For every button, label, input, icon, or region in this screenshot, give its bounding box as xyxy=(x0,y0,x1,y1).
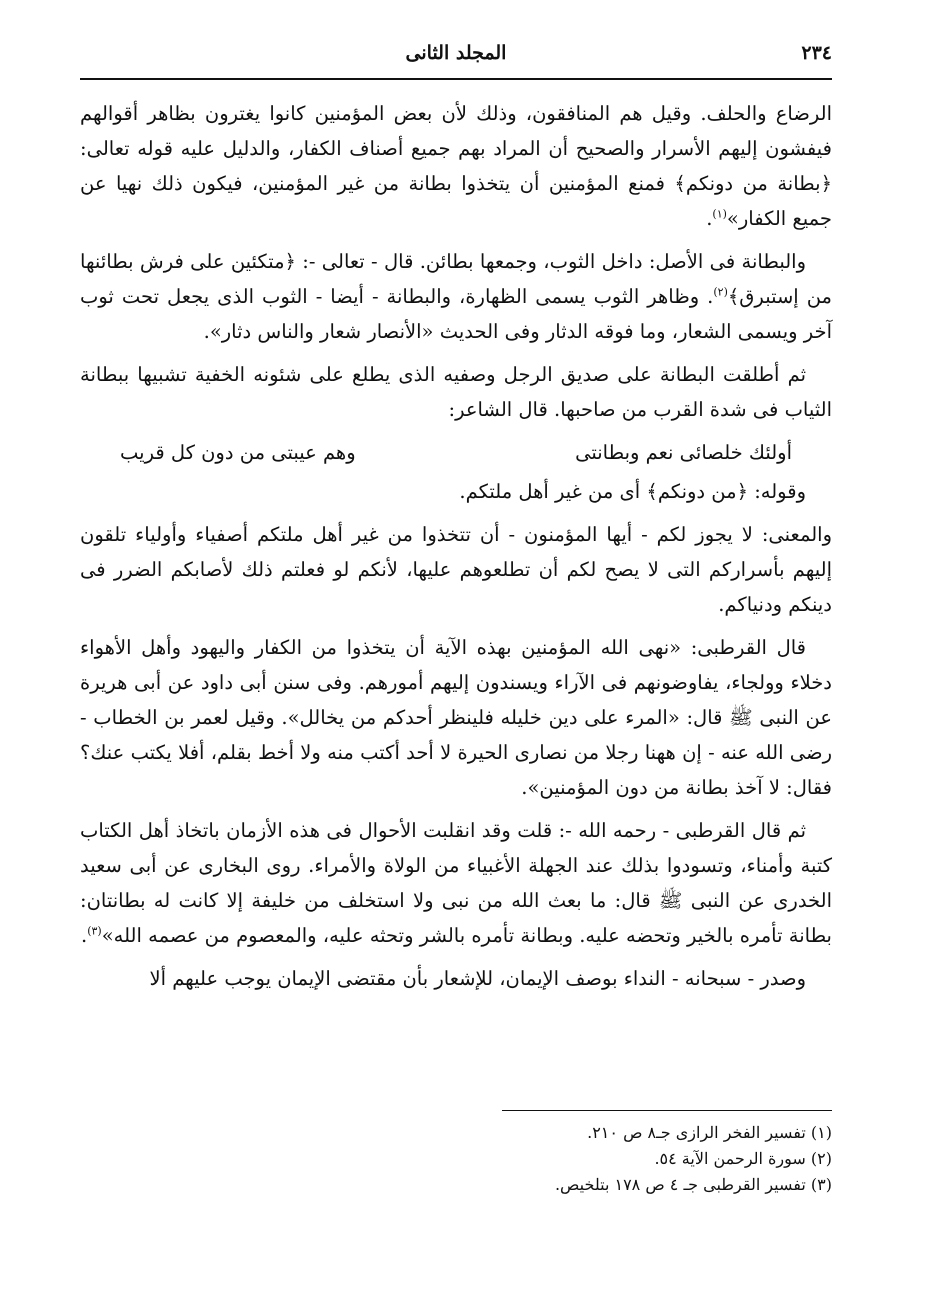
footnote-ref: (٢) xyxy=(713,285,728,299)
footnote-divider xyxy=(502,1110,832,1111)
paragraph: والمعنى: لا يجوز لكم - أيها المؤمنون - أن تتخذوا من غير أهل ملتكم أصفياء وأولياء تلقون إليهم بأسراركم التى لا يصح لكم أن تطلعوهم عليها، لأنكم لو فعلتم ذلك لأصابكم الضرر فى دينكم ودنياكم. xyxy=(80,523,832,616)
footnote: (١) تفسير الفخر الرازى جـ٨ ص ٢١٠. xyxy=(587,1123,832,1142)
footnote: (٣) تفسير القرطبى جـ ٤ ص ١٧٨ بتلخيص. xyxy=(554,1175,832,1194)
page-number: ٢٣٤ xyxy=(801,42,832,64)
footnote-ref: (٣) xyxy=(87,924,102,938)
footnotes xyxy=(132,1120,832,1198)
volume-title: المجلد الثانى xyxy=(405,42,507,64)
paragraph: الرضاع والحلف. وقيل هم المنافقون، وذلك لأن بعض المؤمنين كانوا يغترون بظاهر أقوالهم فيفشون إليهم الأسرار والصحيح أن المراد بهم جميع أصناف الكفار، والدليل عليه قوله تعالى: ﴿بطانة من دونكم﴾ فمنع المؤمنين أن يتخذوا بطانة من غير المؤمنين، فيكون ذلك نهيا عن جميع الكفار»$^{(١)}$. xyxy=(80,102,832,230)
paragraph: وصدر - سبحانه - النداء بوصف الإيمان، للإشعار بأن مقتضى الإيمان يوجب عليهم ألا xyxy=(149,967,806,990)
footnote-ref: (١) xyxy=(712,207,727,221)
paragraph: والبطانة فى الأصل: داخل الثوب، وجمعها بطائن. قال - تعالى -: ﴿متكئين على فرش بطائنها من إستبرق﴾$^{(٢)}$. وظاهر الثوب يسمى الظهارة، والبطانة - أيضا - الثوب الذى يجعل تحت ثوب آخر ويسمى الشعار، وما فوقه الدثار وفى الحديث «الأنصار شعار والناس دثار». xyxy=(80,250,832,343)
paragraph: ثم أطلقت البطانة على صديق الرجل وصفيه الذى يطلع على شئونه الخفية تشبيها ببطانة الثياب فى شدة القرب من صاحبها. قال الشاعر: xyxy=(80,363,832,421)
header-divider xyxy=(80,78,832,80)
page-header xyxy=(80,38,832,72)
paragraph: وقوله: ﴿من دونكم﴾ أى من غير أهل ملتكم. xyxy=(459,480,806,503)
body-text xyxy=(80,96,832,1004)
paragraph: ثم قال القرطبى - رحمه الله -: قلت وقد انقلبت الأحوال فى هذه الأزمان باتخاذ أهل الكتاب كتبة وأمناء، وتسودوا بذلك عند الجهلة الأغبياء من الولاة والأمراء. روى البخارى عن أبى سعيد الخدرى عن النبى ﷺ قال: ما بعث الله من نبى ولا استخلف من خليفة إلا كانت له بطانتان: بطانة تأمره بالخير وتحضه عليه. وبطانة تأمره بالشر وتحثه عليه، والمعصوم من عصمه الله»$^{(٣)}$. xyxy=(80,819,832,947)
footnote: (٢) سورة الرحمن الآية ٥٤. xyxy=(654,1149,832,1168)
verse-first-hemistich: أولئك خلصائى نعم وبطانتى xyxy=(575,441,792,464)
verse-second-hemistich: وهم عيبتى من دون كل قريب xyxy=(120,441,356,464)
paragraph: قال القرطبى: «نهى الله المؤمنين بهذه الآية أن يتخذوا من الكفار واليهود وأهل الأهواء دخلاء وولجاء، يفاوضونهم فى الآراء ويسندون إليهم أمورهم. وفى سنن أبى داود عن أبى هريرة عن النبى ﷺ قال: «المرء على دين خليله فلينظر أحدكم من يخالل». وقيل لعمر بن الخطاب - رضى الله عنه - إن ههنا رجلا من نصارى الحيرة لا أحد أكتب منه ولا أخط بقلم، أفلا يكتب عنك؟ فقال: لا آخذ بطانة من دون المؤمنين». xyxy=(80,636,832,799)
poetry-verse xyxy=(80,435,832,470)
